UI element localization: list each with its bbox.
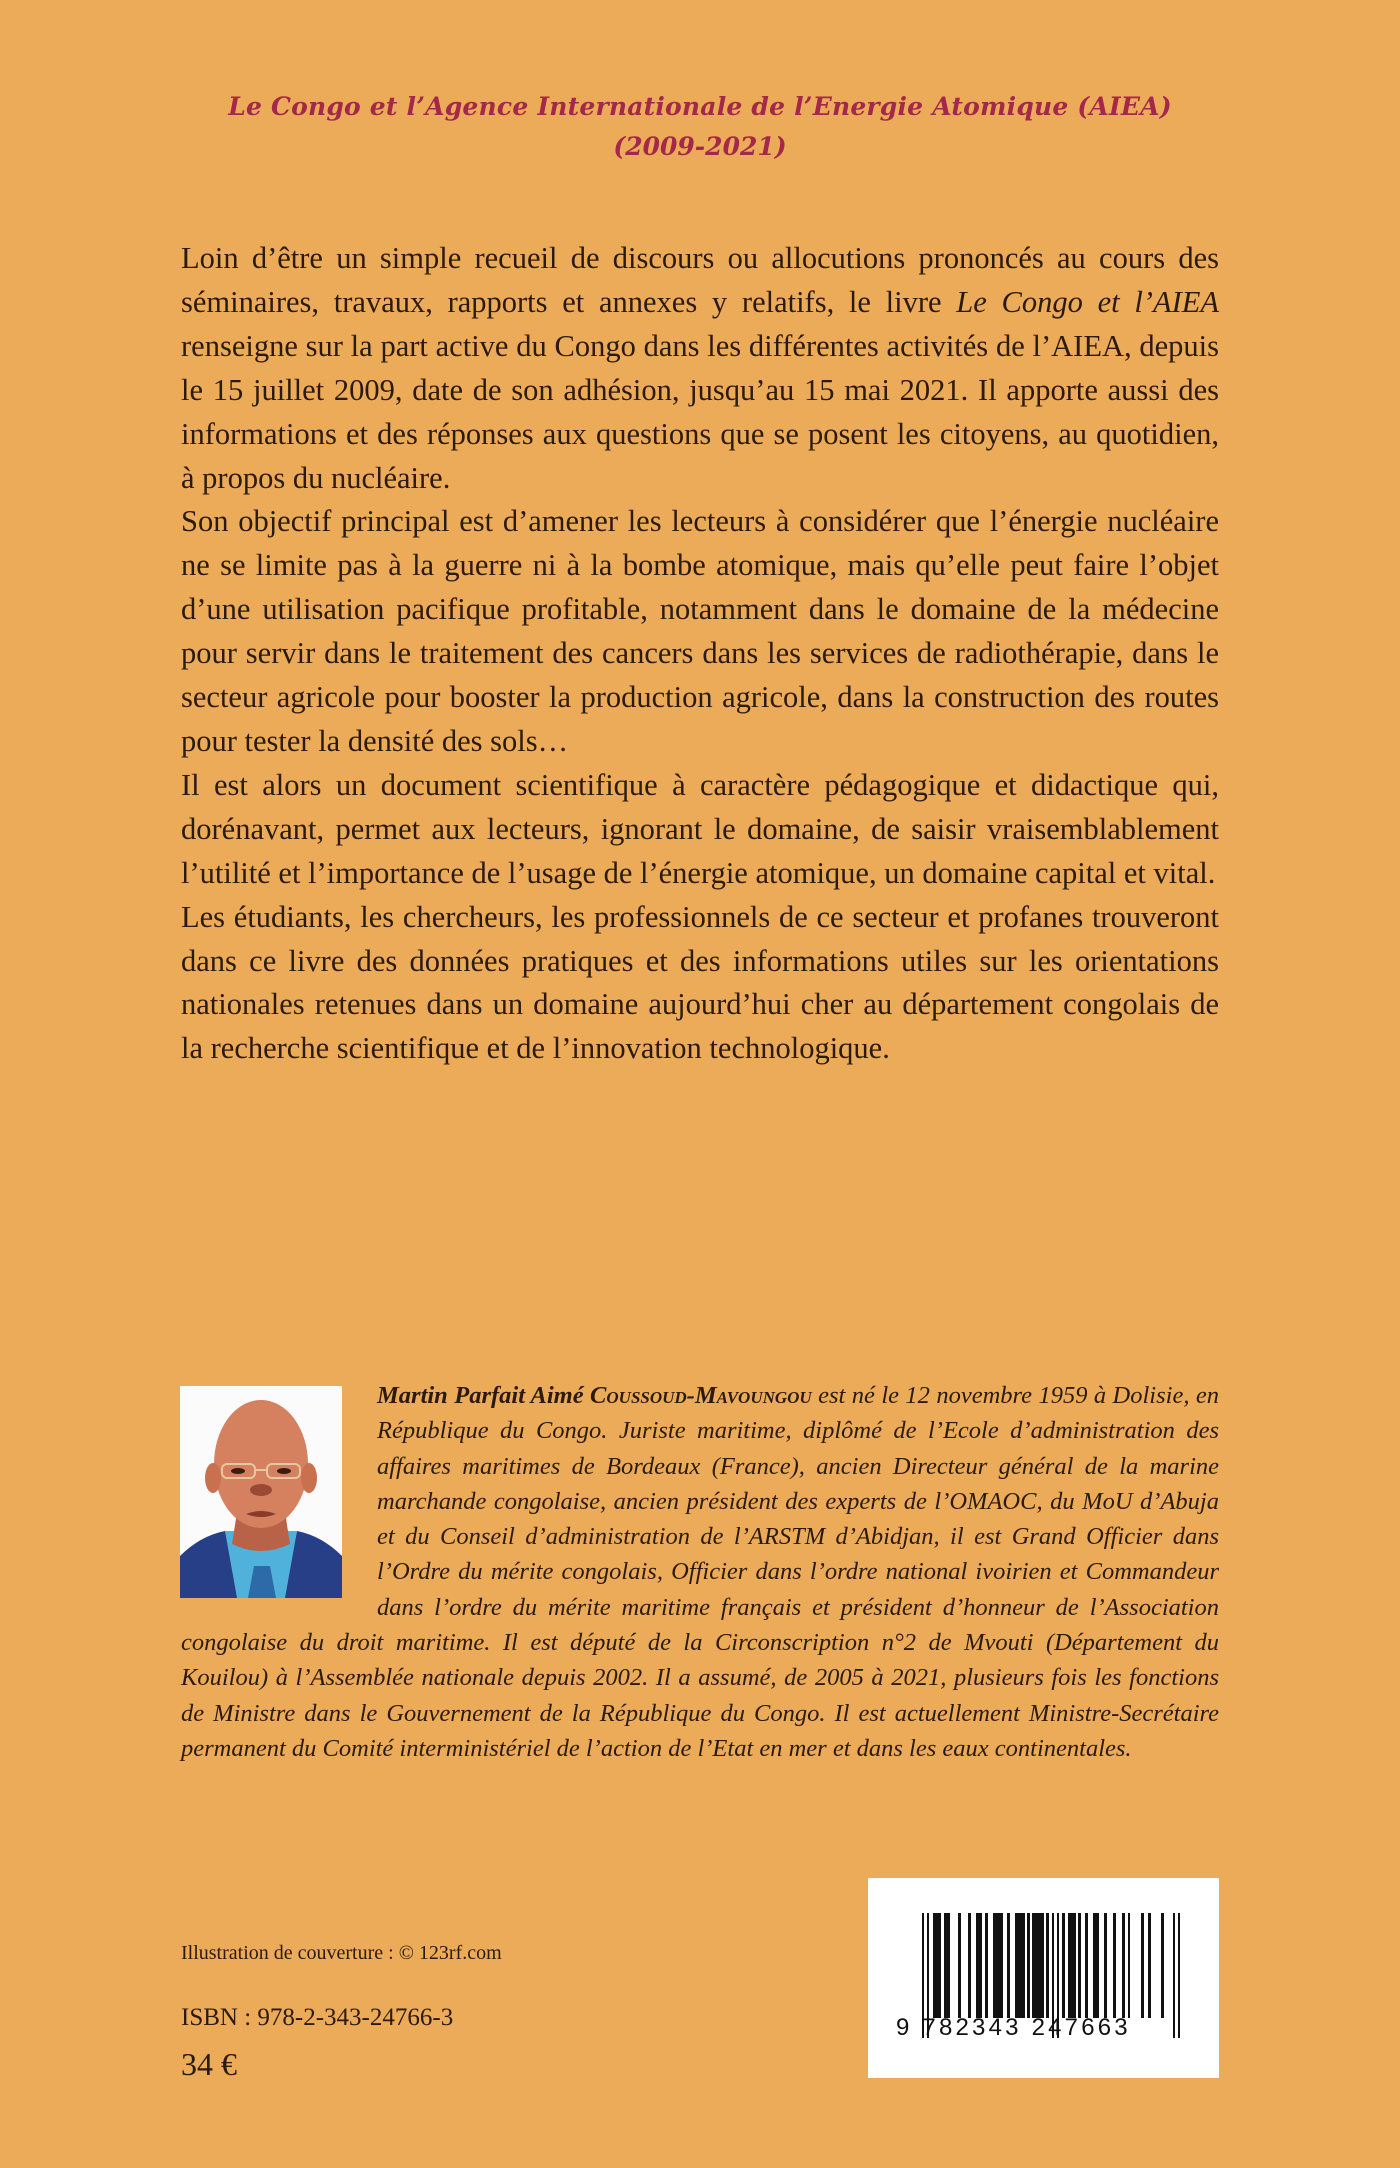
book-title-inline: Le Congo et l’AIEA: [956, 284, 1219, 319]
summary-paragraph-1: [181, 237, 1219, 500]
summary-text: Loin d’être un simple recueil de discours ou allocutions prononcés au cours des séminaires, travaux, rapports et annexes y relatifs, le livre: [181, 241, 1219, 319]
author-bio-text: est né le 12 novembre 1959 à Dolisie, en République du Congo. Juriste maritime, diplômé de l’Ecole d’administration des affaires maritimes de Bordeaux (France), ancien Directeur général de la marine marchande congolaise, ancien président des experts de l’OMAOC, du MoU d’Abuja et du Conseil d’administration de l’ARSTM d’Abidjan, il est Grand Officier dans l’Ordre du mérite congolais, Officier dans l’ordre national ivoirien et Commandeur dans l’ordre du mérite maritime français et président d’honneur de l’Association congolaise du droit maritime. Il est député de la Circonscription n°2 de Mvouti (Département du Kouilou) à l’Assemblée nationale depuis 2002. Il a assumé, de 2005 à 2021, plusieurs fois les fonctions de Ministre dans le Gouvernement de la République du Congo. Il est actuellement Ministre-Secrétaire permanent du Comité interministériel de l’action de l’Etat en mer et dans les eaux continentales.: [181, 1382, 1220, 1762]
author-biography: [181, 1378, 1219, 1766]
summary-paragraph-3: Il est alors un document scientifique à caractère pédagogique et didactique qui, dorénavant, permet aux lecteurs, ignorant le domaine, de saisir vraisemblablement l’utilité et l’importance de l’usage de l’énergie atomique, un domaine capital et vital.: [181, 767, 1219, 890]
isbn: ISBN : 978-2-343-24766-3: [181, 2004, 454, 2031]
price: 34 €: [181, 2046, 237, 2082]
book-subtitle-dates: (2009-2021): [613, 132, 787, 161]
barcode-icon: [868, 1878, 1219, 2078]
barcode-digits: 9 782343 247663: [896, 2014, 1131, 2041]
back-cover-summary: [181, 237, 1219, 1071]
summary-paragraph-2: Son objectif principal est d’amener les lecteurs à considérer que l’énergie nucléaire ne se limite pas à la guerre ni à la bombe atomique, mais qu’elle peut faire l’objet d’une utilisation pacifique profitable, notamment dans le domaine de la médecine pour servir dans le traitement des cancers dans les services de radiothérapie, dans le secteur agricole pour booster la production agricole, dans la construction des routes pour tester la densité des sols…: [181, 504, 1219, 758]
book-title: Le Congo et l’Agence Internationale de l’Energie Atomique (AIEA): [228, 92, 1172, 121]
summary-paragraph-4: Les étudiants, les chercheurs, les professionnels de ce secteur et profanes trouveront dans ce livre des données pratiques et des informations utiles sur les orientations nationales retenues dans un domaine aujourd’hui cher au département congolais de la recherche scientifique et de l’innovation technologique.: [181, 899, 1219, 1066]
isbn-barcode: [868, 1878, 1219, 2078]
author-surname: Coussoud-Mavoungou: [590, 1382, 812, 1409]
summary-text: renseigne sur la part active du Congo dans les différentes activités de l’AIEA, depuis le 15 juillet 2009, date de son adhésion, jusqu’au 15 mai 2021. Il apporte aussi des informations et des réponses aux questions que se posent les citoyens, au quotidien, à propos du nucléaire.: [181, 328, 1219, 495]
author-first-names: Martin Parfait Aimé: [377, 1382, 584, 1409]
photo-spacer: [181, 1378, 377, 1623]
cover-illustration-credit: Illustration de couverture : © 123rf.com: [181, 1942, 502, 1964]
